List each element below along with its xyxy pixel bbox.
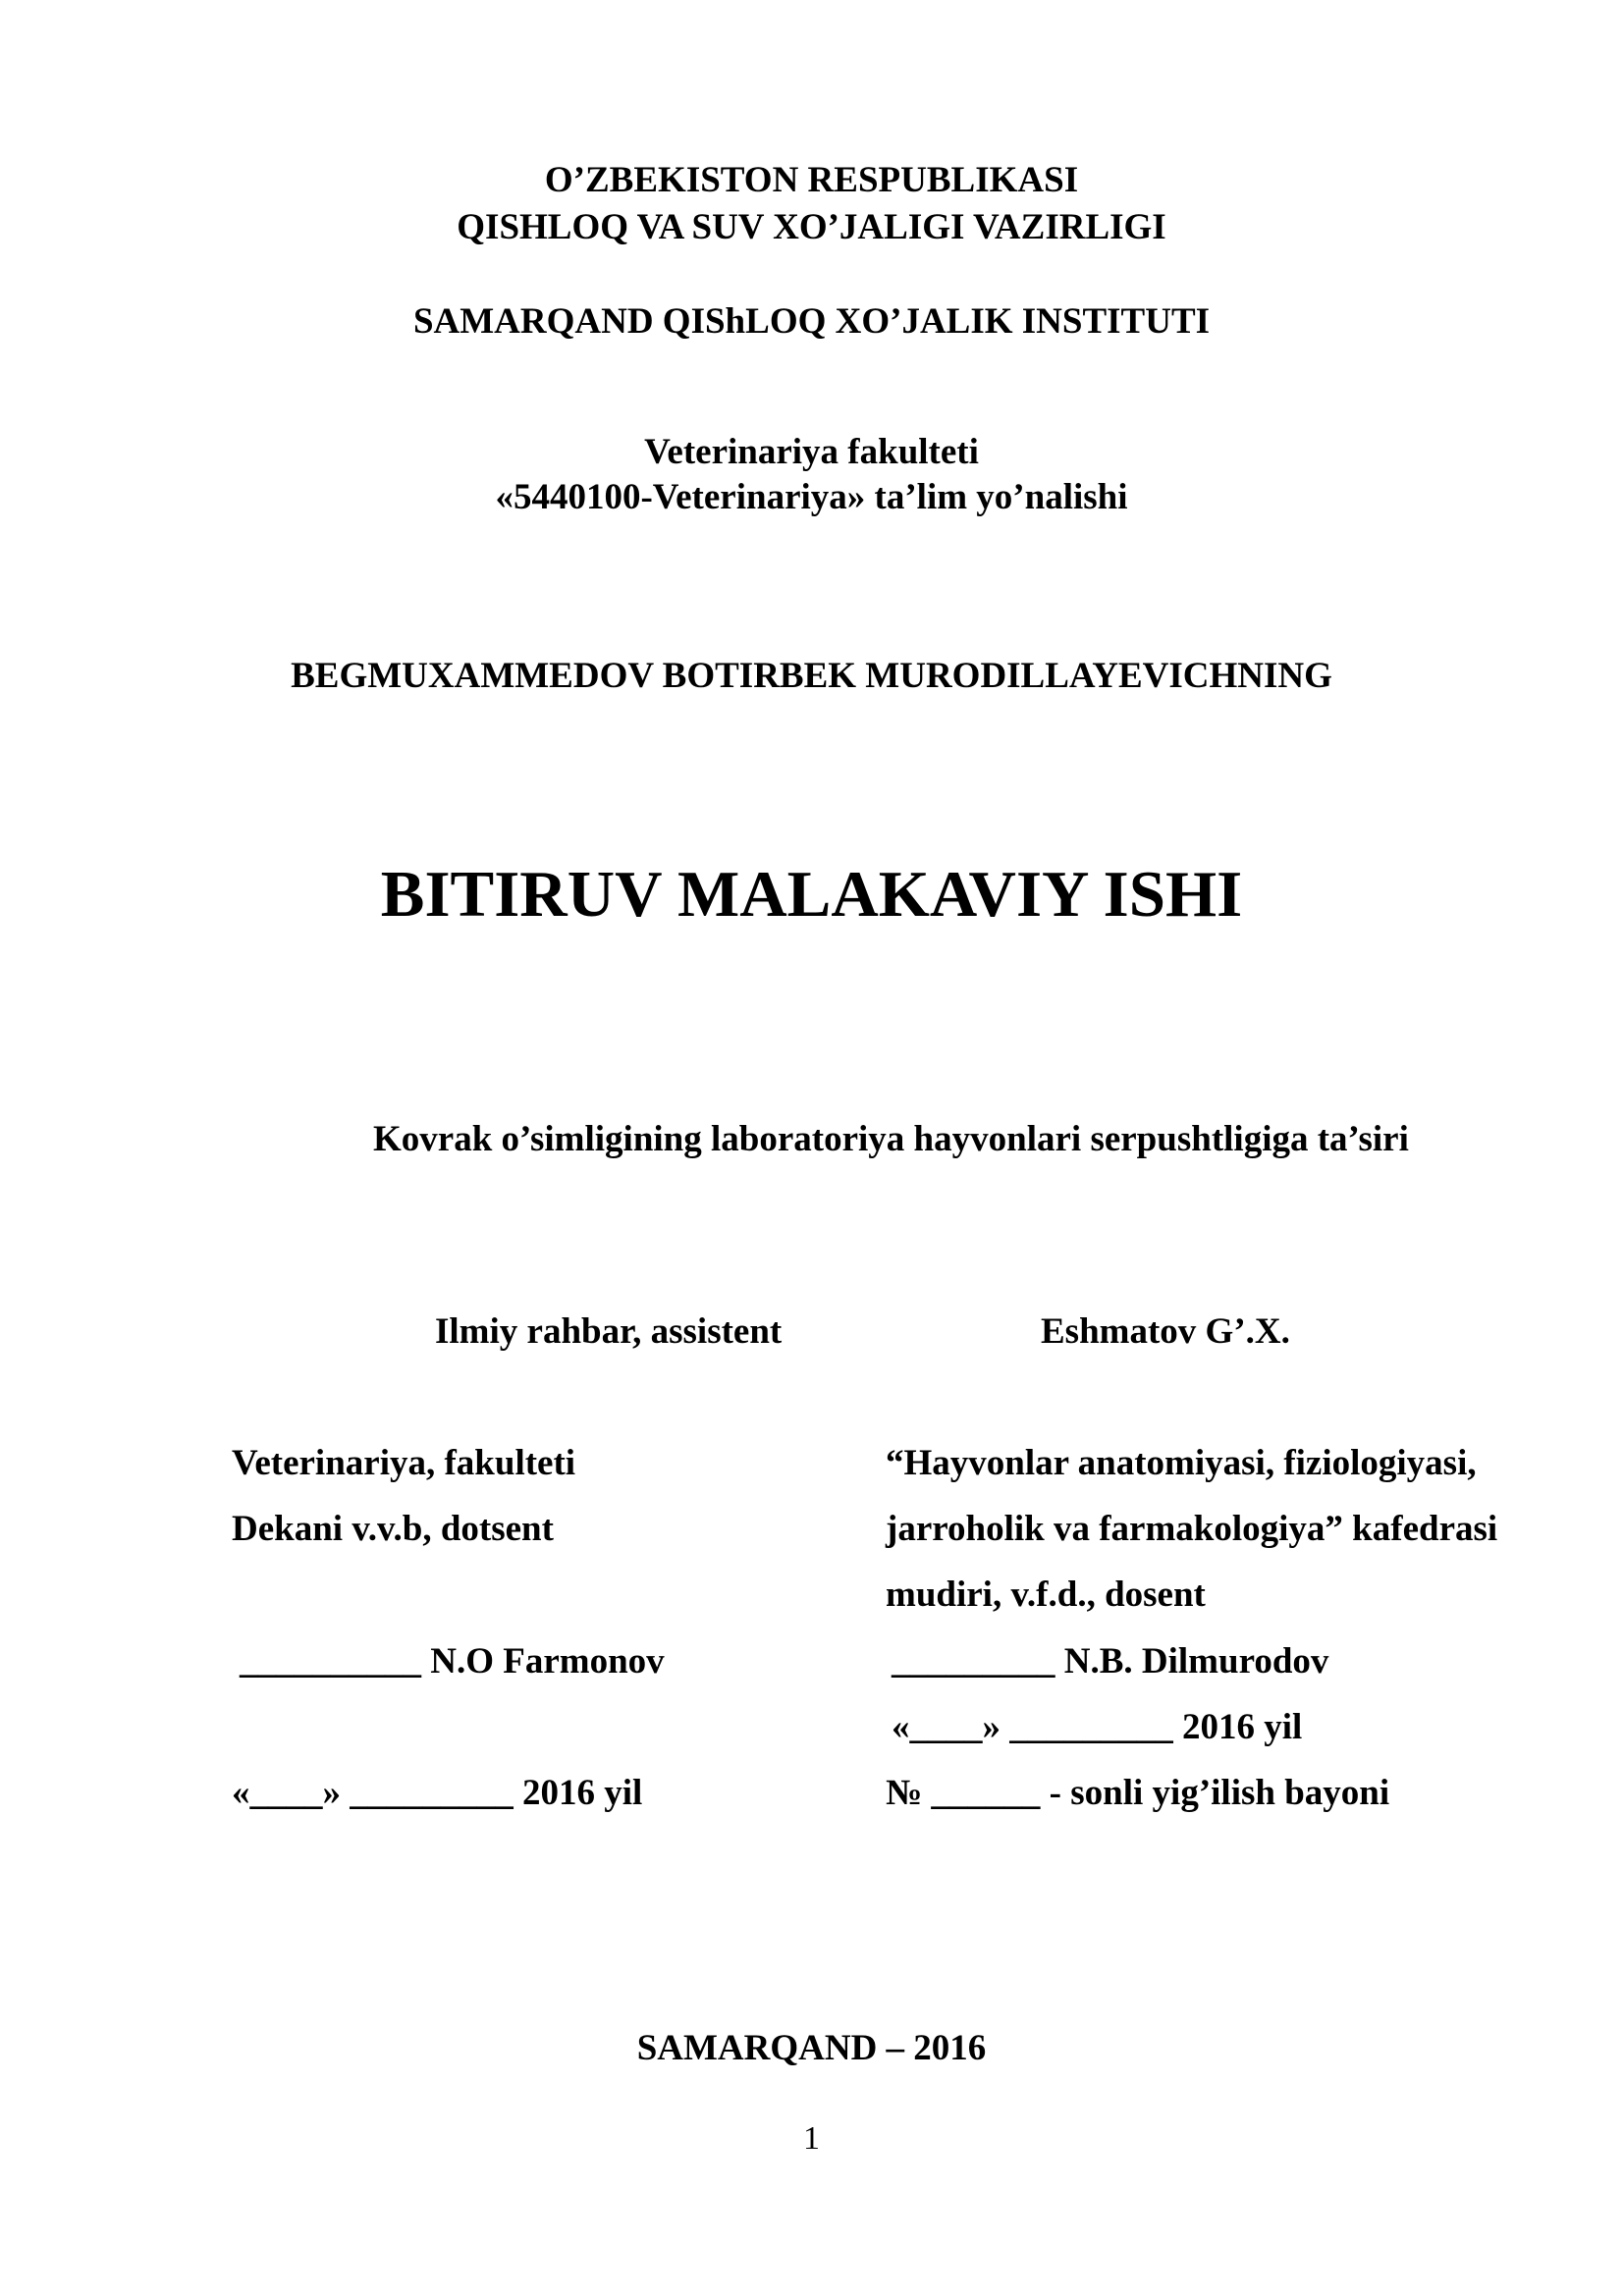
author-name: BEGMUXAMMEDOV BOTIRBEK MURODILLAYEVICHNING	[291, 656, 1332, 696]
department-name-line1: “Hayvonlar anatomiyasi, fiziologiyasi,	[886, 1443, 1477, 1483]
dean-signature: __________ N.O Farmonov	[240, 1641, 665, 1682]
meeting-protocol: № ______ - sonli yig’ilish bayoni	[886, 1773, 1390, 1813]
faculty-heading: Veterinariya fakulteti	[644, 432, 979, 472]
department-name-line2: jarroholik va farmakologiya” kafedrasi	[886, 1509, 1498, 1549]
department-head-signature: _________ N.B. Dilmurodov	[892, 1641, 1329, 1682]
supervisor-name: Eshmatov G’.X.	[1041, 1311, 1290, 1352]
supervisor-role: Ilmiy rahbar, assistent	[435, 1311, 783, 1352]
document-title: BITIRUV MALAKAVIY ISHI	[380, 858, 1243, 931]
city-year: SAMARQAND – 2016	[636, 2028, 987, 2068]
ministry-heading: QISHLOQ VA SUV XO’JALIGI VAZIRLIGI	[457, 207, 1166, 247]
department-date: «____» _________ 2016 yil	[892, 1707, 1303, 1747]
dean-date: «____» _________ 2016 yil	[232, 1773, 643, 1813]
department-head-title: mudiri, v.f.d., dosent	[886, 1575, 1206, 1615]
specialty-heading: «5440100-Veterinariya» ta’lim yo’nalishi	[495, 477, 1128, 517]
institute-heading: SAMARQAND QIShLOQ XO’JALIK INSTITUTI	[412, 301, 1211, 342]
dean-title: Dekani v.v.b, dotsent	[232, 1509, 554, 1549]
thesis-topic: Kovrak o’simligining laboratoriya hayvonlari serpushtligiga ta’siri	[373, 1119, 1409, 1159]
page-number: 1	[803, 2120, 820, 2157]
dean-faculty: Veterinariya, fakulteti	[232, 1443, 576, 1483]
country-heading: O’ZBEKISTON RESPUBLIKASI	[544, 160, 1079, 200]
